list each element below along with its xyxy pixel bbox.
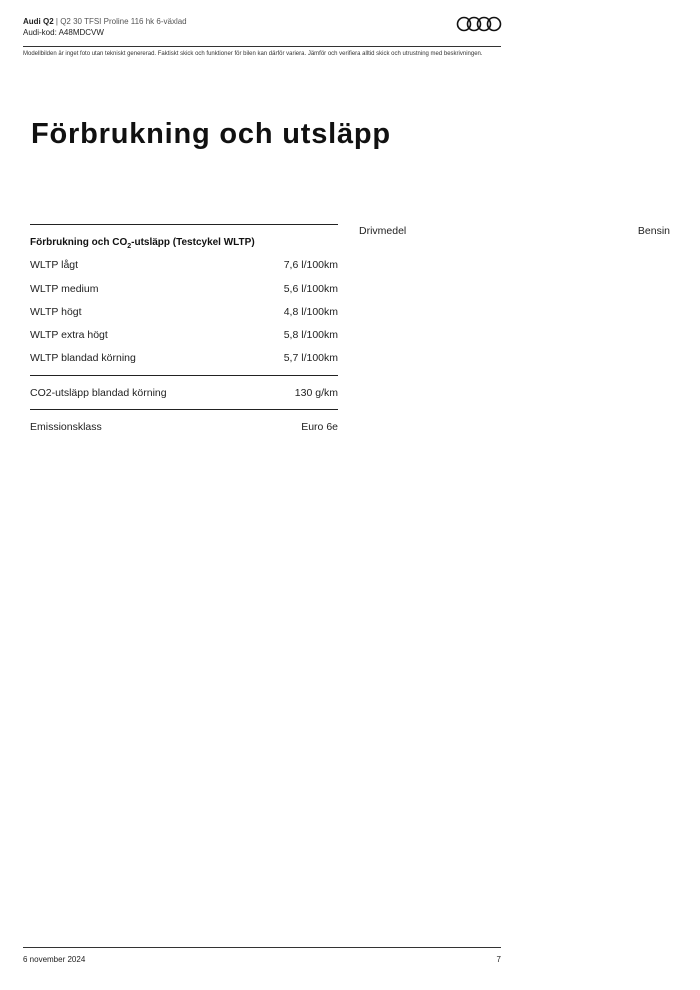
model-line	[23, 16, 187, 27]
emission-row	[30, 421, 338, 433]
table-row	[30, 259, 338, 271]
row-label: CO2-utsläpp blandad körning	[30, 387, 167, 399]
table-row	[30, 306, 338, 318]
fuel-label: Drivmedel	[359, 225, 407, 237]
row-value: 5,6 l/100km	[283, 283, 338, 295]
row-label: WLTP högt	[30, 306, 82, 318]
audi-rings-logo-icon	[456, 16, 502, 32]
section-title-sub: 2	[127, 243, 132, 250]
row-value: 5,8 l/100km	[283, 329, 338, 341]
fuel-value: Bensin	[637, 225, 670, 237]
table-row	[30, 329, 338, 341]
footer-date: 6 november 2024	[23, 955, 86, 964]
document-header	[23, 16, 187, 38]
model-detail: | Q2 30 TFSI Proline 116 hk 6-växlad	[53, 17, 187, 26]
row-label: WLTP medium	[30, 283, 99, 295]
table-row	[30, 352, 338, 364]
row-label: WLTP blandad körning	[30, 352, 136, 364]
footer-divider	[23, 947, 501, 948]
row-value: 4,8 l/100km	[283, 306, 338, 318]
table-divider	[30, 409, 338, 410]
row-label: WLTP lågt	[30, 259, 79, 271]
page-title: Förbrukning och utsläpp	[31, 118, 391, 150]
disclaimer: Modellbilden är inget foto utan tekniskt genererad. Faktiskt skick och funktioner för bilen kan därför variera. Jämför och verifiera alltid skick och utrustning med beskrivningen.	[23, 51, 483, 57]
section-title-post: -utsläpp (Testcykel WLTP)	[131, 237, 255, 248]
table-divider	[30, 375, 338, 376]
table-top-rule	[30, 224, 338, 225]
row-value: 5,7 l/100km	[283, 352, 338, 364]
row-value: 130 g/km	[294, 387, 338, 399]
model-name: Audi Q2	[23, 17, 54, 26]
consumption-section-title	[30, 237, 255, 250]
row-value: Euro 6e	[301, 421, 338, 433]
row-value: 7,6 l/100km	[283, 259, 338, 271]
section-title-pre: Förbrukning och CO	[30, 237, 128, 248]
row-label: WLTP extra högt	[30, 329, 108, 341]
table-row	[30, 283, 338, 295]
co2-row	[30, 387, 338, 399]
row-label: Emissionsklass	[30, 421, 102, 433]
header-divider	[23, 46, 501, 47]
page-number: 7	[496, 955, 501, 964]
audi-code: Audi-kod: A48MDCVW	[23, 28, 104, 37]
